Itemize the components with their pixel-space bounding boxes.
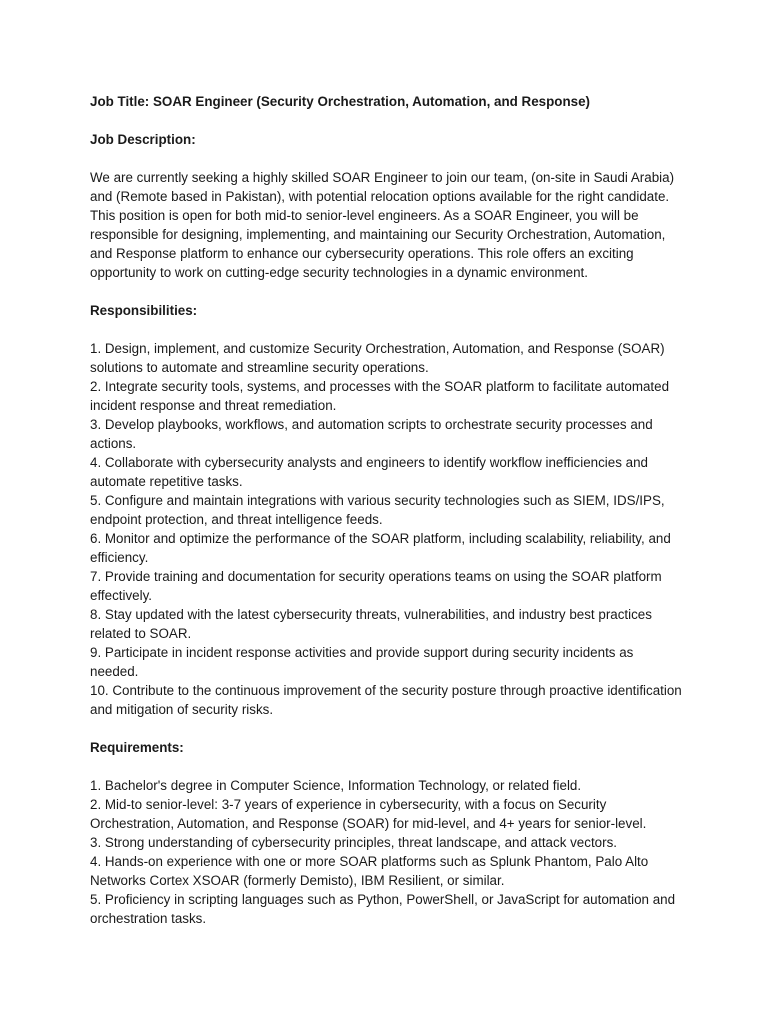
list-item: 10. Contribute to the continuous improvement of the security posture through proactive identification and mitigation of security risks. — [90, 683, 682, 717]
spacer — [90, 149, 684, 168]
list-item: 2. Integrate security tools, systems, and processes with the SOAR platform to facilitate automated incident response and threat remediation. — [90, 379, 670, 413]
list-item: 3. Develop playbooks, workflows, and automation scripts to orchestrate security processes and actions. — [90, 417, 653, 451]
job-title: Job Title: SOAR Engineer (Security Orchestration, Automation, and Response) — [90, 94, 590, 109]
spacer — [90, 282, 684, 301]
description-heading: Job Description: — [90, 132, 196, 147]
list-item: 6. Monitor and optimize the performance of the SOAR platform, including scalability, reliability, and efficiency. — [90, 531, 671, 565]
list-item: 1. Design, implement, and customize Security Orchestration, Automation, and Response (SOAR) solutions to automate and streamline security operations. — [90, 341, 665, 375]
list-item: 4. Collaborate with cybersecurity analysts and engineers to identify workflow inefficiencies and automate repetitive tasks. — [90, 455, 648, 489]
list-item: 5. Proficiency in scripting languages such as Python, PowerShell, or JavaScript for automation and orchestration tasks. — [90, 892, 676, 926]
spacer — [90, 111, 684, 130]
list-item: 8. Stay updated with the latest cybersecurity threats, vulnerabilities, and industry best practices related to SOAR. — [90, 607, 652, 641]
list-item: 1. Bachelor's degree in Computer Science, Information Technology, or related field. — [90, 778, 582, 793]
responsibilities-list — [90, 339, 684, 719]
spacer — [90, 757, 684, 776]
list-item: 4. Hands-on experience with one or more SOAR platforms such as Splunk Phantom, Palo Alto Networks Cortex XSOAR (formerly Demisto), IBM Resilient, or similar. — [90, 854, 649, 888]
list-item: 5. Configure and maintain integrations with various security technologies such as SIEM, IDS/IPS, endpoint protection, and threat intelligence feeds. — [90, 493, 665, 527]
requirements-heading: Requirements: — [90, 740, 184, 755]
responsibilities-heading: Responsibilities: — [90, 303, 198, 318]
list-item: 9. Participate in incident response activities and provide support during security incidents as needed. — [90, 645, 634, 679]
list-item: 7. Provide training and documentation for security operations teams on using the SOAR platform effectively. — [90, 569, 662, 603]
list-item: 2. Mid-to senior-level: 3-7 years of experience in cybersecurity, with a focus on Security Orchestration, Automation, and Response (SOAR) for mid-level, and 4+ years for senior-level. — [90, 797, 647, 831]
description-paragraph: We are currently seeking a highly skilled SOAR Engineer to join our team, (on-site in Saudi Arabia) and (Remote based in Pakistan), with potential relocation options available for the right candidate. This position is open for both mid-to senior-level engineers. As a SOAR Engineer, you will be responsible for designing, implementing, and maintaining our Security Orchestration, Automation, and Response platform to enhance our cybersecurity operations. This role offers an exciting opportunity to work on cutting-edge security technologies in a dynamic environment. — [90, 170, 675, 280]
requirements-list — [90, 776, 684, 928]
list-item: 3. Strong understanding of cybersecurity principles, threat landscape, and attack vectors. — [90, 835, 617, 850]
spacer — [90, 320, 684, 339]
spacer — [90, 719, 684, 738]
